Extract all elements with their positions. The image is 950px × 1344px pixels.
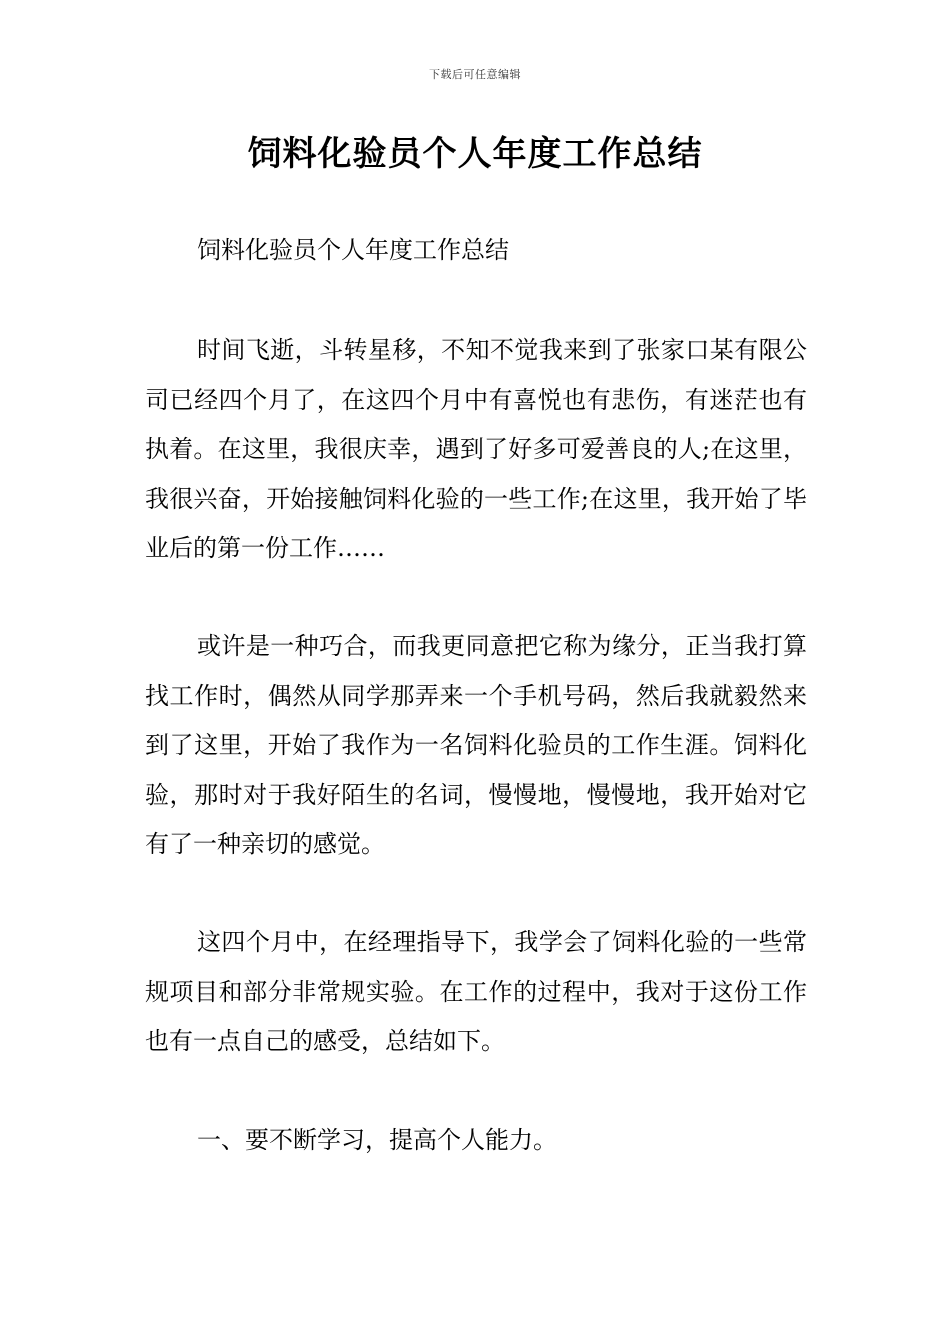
paragraph-summary: 这四个月中，在经理指导下，我学会了饲料化验的一些常规项目和部分非常规实验。在工作的过程中，我对于这份工作也有一点自己的感受，总结如下。 bbox=[145, 928, 807, 1055]
document-title: 饲料化验员个人年度工作总结 bbox=[247, 134, 703, 174]
paragraph-fate: 或许是一种巧合，而我更同意把它称为缘分，正当我打算找工作时，偶然从同学那弄来一个手机号码，然后我就毅然来到了这里，开始了我作为一名饲料化验员的工作生涯。饲料化验，那时对于我好陌生的名词，慢慢地，慢慢地，我开始对它有了一种亲切的感觉。 bbox=[145, 632, 807, 858]
document-subtitle: 饲料化验员个人年度工作总结 bbox=[197, 236, 509, 264]
header-note: 下载后可任意编辑 bbox=[429, 68, 521, 81]
section-heading-one: 一、要不断学习，提高个人能力。 bbox=[197, 1126, 557, 1154]
paragraph-intro: 时间飞逝，斗转星移，不知不觉我来到了张家口某有限公司已经四个月了，在这四个月中有喜悦也有悲伤，有迷茫也有执着。在这里，我很庆幸，遇到了好多可爱善良的人;在这里，我很兴奋，开始接触饲料化验的一些工作;在这里，我开始了毕业后的第一份工作…… bbox=[145, 336, 807, 562]
